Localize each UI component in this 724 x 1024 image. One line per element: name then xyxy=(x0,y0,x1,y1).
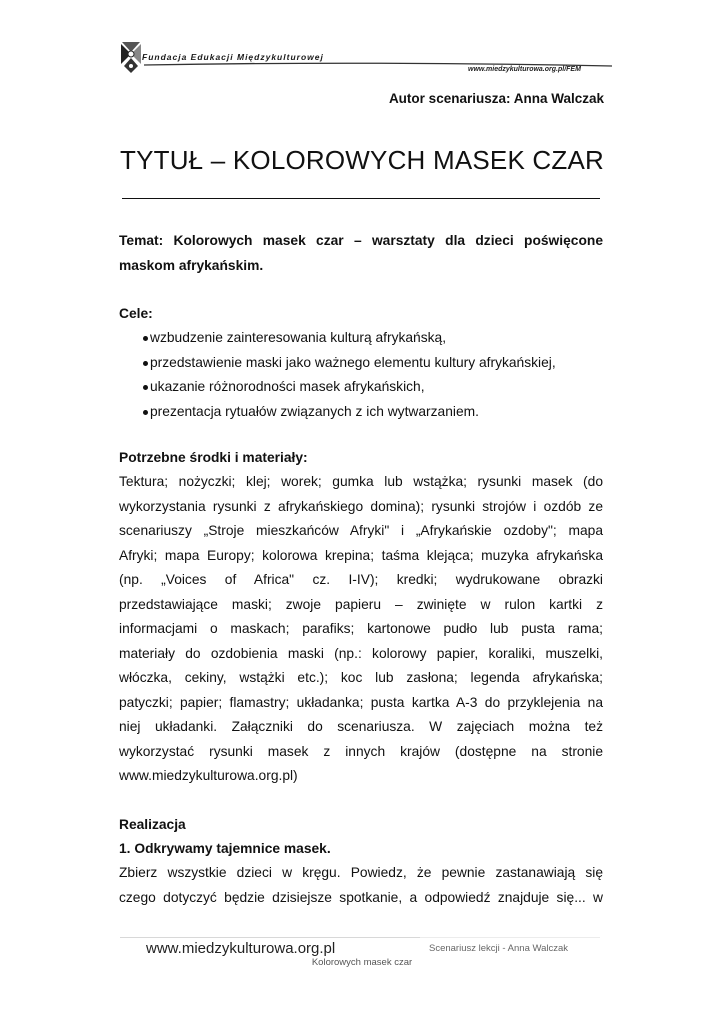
goal-text: prezentacja rytuałów związanych z ich wytwarzaniem. xyxy=(150,403,479,419)
materials-line: wykorzystać rysunki masek z innych krajów (dostępne na stronie xyxy=(119,743,603,759)
title-divider xyxy=(122,198,600,199)
header-url[interactable]: www.miedzykulturowa.org.pl/FEM xyxy=(468,66,581,73)
step1-line: czego dotyczyć będzie dzisiejsze spotkanie, a odpowiedź znajduje się... w xyxy=(119,889,603,905)
goal-text: przedstawienie maski jako ważnego elementu kultury afrykańskiej, xyxy=(150,354,556,370)
footer-divider xyxy=(120,937,420,938)
bullet-icon xyxy=(143,410,148,415)
bullet-icon xyxy=(143,336,148,341)
bullet-icon xyxy=(143,385,148,390)
step1-heading: 1. Odkrywamy tajemnice masek. xyxy=(119,841,331,856)
goal-item xyxy=(119,326,603,351)
materials-line: przedstawiające maski; zwoje papieru – zwinięte w rulon kartki z xyxy=(119,596,603,612)
materials-line: materiały do ozdobienia maski (np.: kolorowy papier, koraliki, muszelki, xyxy=(119,645,603,661)
footer-subtitle: Kolorowych masek czar xyxy=(311,957,413,968)
materials-line: włóczka, cekiny, wstążki etc.); koc lub zasłona; legenda afrykańska; xyxy=(119,670,603,685)
document-title: TYTUŁ – KOLOROWYCH MASEK CZAR xyxy=(120,145,604,175)
realization-heading: Realizacja xyxy=(119,817,186,832)
footer-divider xyxy=(420,937,600,938)
organization-name: Fundacja Edukacji Międzykulturowej xyxy=(142,52,324,62)
materials-heading: Potrzebne środki i materiały: xyxy=(119,450,308,465)
footer-site-link[interactable]: www.miedzykulturowa.org.pl xyxy=(146,940,336,957)
footer-credit: Scenariusz lekcji - Anna Walczak xyxy=(429,943,569,954)
topic-line: Temat: Kolorowych masek czar – warsztaty dla dzieci poświęcone xyxy=(119,233,603,248)
materials-line: patyczki; papier; flamastry; układanka; pusta kartka A-3 do przyklejenia na xyxy=(119,694,603,710)
step1-paragraph xyxy=(119,861,603,910)
goal-item xyxy=(119,375,603,400)
goals-heading: Cele: xyxy=(119,306,153,321)
materials-line: Tektura; nożyczki; klej; worek; gumka lub wstążka; rysunki masek (do xyxy=(119,474,603,489)
bullet-icon xyxy=(143,361,148,366)
materials-line: wykorzystania rysunki z afrykańskiego domina); rysunki strojów i ozdób ze xyxy=(119,498,603,514)
materials-line: niej układanki. Załączniki do scenariusza. W zajęciach można też xyxy=(119,719,603,734)
topic-line: maskom afrykańskim. xyxy=(119,257,264,273)
topic-paragraph xyxy=(119,229,603,278)
goal-text: ukazanie różnorodności masek afrykańskich, xyxy=(150,379,425,394)
materials-paragraph xyxy=(119,470,603,789)
materials-line: scenariuszy „Stroje mieszkańców Afryki" i „Afrykańskie ozdoby"; mapa xyxy=(119,523,603,538)
goal-item xyxy=(119,400,603,425)
step1-line: Zbierz wszystkie dzieci w kręgu. Powiedz, że pewnie zastanawiają się xyxy=(119,865,603,880)
materials-line: (np. „Voices of Africa" cz. I-IV); kredki; wydrukowane obrazki xyxy=(119,572,603,587)
goal-item xyxy=(119,351,603,376)
materials-line: informacjami o maskach; parafiks; kartonowe pudło lub pusta rama; xyxy=(119,621,603,636)
goal-text: wzbudzenie zainteresowania kulturą afrykańską, xyxy=(150,330,447,345)
goals-list xyxy=(119,326,603,424)
materials-line: Afryki; mapa Europy; kolorowa krepina; taśma klejąca; muzyka afrykańska xyxy=(119,547,603,563)
materials-line: www.miedzykulturowa.org.pl) xyxy=(119,768,298,783)
author-line: Autor scenariusza: Anna Walczak xyxy=(388,91,604,106)
